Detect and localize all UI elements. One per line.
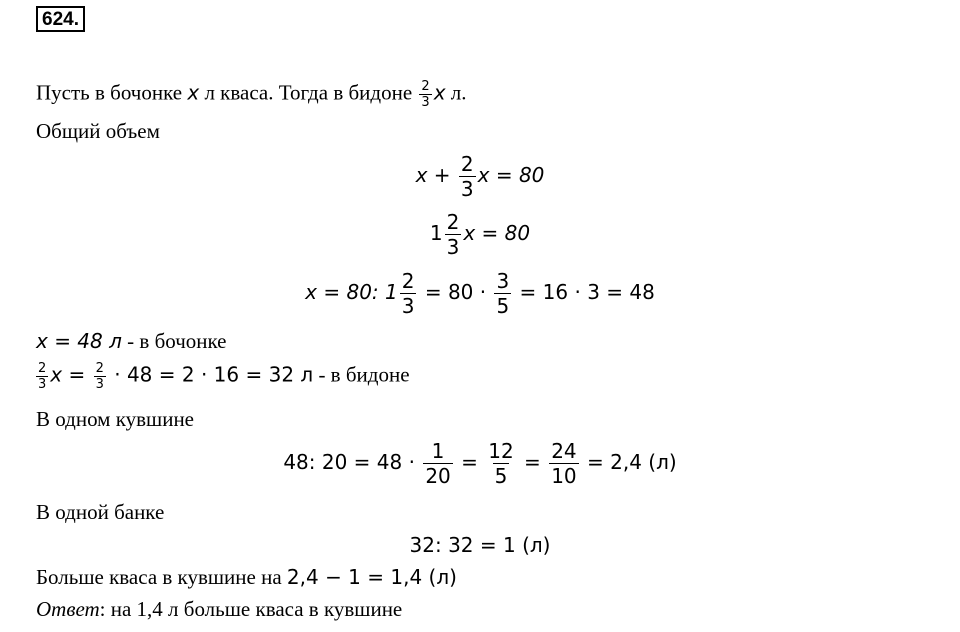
fraction-numerator: 3 <box>496 269 510 293</box>
eq3-part-a: x = 80: 1 <box>305 280 398 304</box>
eq3-part-b: = 80 · <box>418 280 493 304</box>
eq4-part-b: = <box>454 450 485 474</box>
fraction-denominator: 3 <box>460 177 474 201</box>
difference-math: 2,4 − 1 = 1,4 (л) <box>286 565 457 589</box>
fraction-numerator: 2 <box>460 152 474 176</box>
eq3-fraction-1 <box>400 271 417 316</box>
barrel-result-line <box>36 331 227 352</box>
difference-line <box>36 567 457 588</box>
difference-text: Больше кваса в кувшине на <box>36 565 287 589</box>
intro-text-c: л. <box>445 80 467 105</box>
fraction-numerator: 12 <box>488 439 514 463</box>
eq4-part-a: 48: 20 = 48 · <box>283 450 422 474</box>
equation-4 <box>0 441 960 486</box>
eq2-fraction <box>445 212 462 257</box>
fraction-denominator: 3 <box>401 294 415 318</box>
equation-3 <box>0 271 960 316</box>
intro-line <box>36 80 467 109</box>
problem-number: 624. <box>36 6 85 32</box>
barrel-result-text: - в бочонке <box>121 329 227 353</box>
intro-text-a: Пусть в бочонке <box>36 80 188 105</box>
intro-var: x <box>187 80 200 105</box>
eq4-fraction-3 <box>549 441 578 486</box>
intro-fraction <box>419 80 431 109</box>
fraction-denominator: 5 <box>496 294 510 318</box>
equation-5: 32: 32 = 1 (л) <box>409 533 551 557</box>
eq1-part-a: x + <box>415 163 457 187</box>
total-volume-label: Общий объем <box>36 119 160 143</box>
fraction-numerator: 2 <box>421 79 430 94</box>
answer-line <box>36 599 402 620</box>
eq1-part-b: x = 80 <box>477 163 545 187</box>
fraction-denominator: 20 <box>425 464 451 488</box>
barrel-result-math: x = 48 л <box>36 329 122 353</box>
eq4-fraction-2 <box>486 441 515 486</box>
eq2-part-a: 1 <box>429 221 443 245</box>
eq4-part-c: = <box>517 450 548 474</box>
can-result-part-b: · 48 = 2 · 16 = 32 л <box>107 362 314 387</box>
fraction-numerator: 24 <box>551 439 577 463</box>
answer-label: Ответ <box>36 597 100 621</box>
fraction-numerator: 2 <box>401 269 415 293</box>
eq3-part-c: = 16 · 3 = 48 <box>513 280 655 304</box>
fraction-denominator: 3 <box>446 235 460 259</box>
fraction-denominator: 3 <box>421 95 430 110</box>
fraction-denominator: 3 <box>38 377 47 392</box>
can-fraction-2 <box>94 362 106 391</box>
fraction-numerator: 2 <box>38 361 47 376</box>
fraction-numerator: 1 <box>431 439 445 463</box>
fraction-denominator: 5 <box>494 464 508 488</box>
answer-text: : на 1,4 л больше кваса в кувшине <box>99 597 403 621</box>
eq1-fraction <box>459 154 476 199</box>
jar-label: В одной банке <box>36 500 165 524</box>
can-result-part-a: x = <box>50 362 92 387</box>
eq2-part-b: x = 80 <box>463 221 531 245</box>
can-result-line <box>34 362 410 391</box>
fraction-denominator: 3 <box>95 377 104 392</box>
intro-var2: x <box>433 80 446 105</box>
fraction-numerator: 2 <box>95 361 104 376</box>
eq3-fraction-2 <box>494 271 511 316</box>
fraction-numerator: 2 <box>446 210 460 234</box>
jug-label: В одном кувшине <box>36 407 195 431</box>
intro-text-b: л кваса. Тогда в бидоне <box>199 80 418 105</box>
eq4-part-d: = 2,4 (л) <box>580 450 677 474</box>
equation-1 <box>0 154 960 199</box>
can-fraction-1 <box>36 362 48 391</box>
fraction-denominator: 10 <box>551 464 577 488</box>
equation-2 <box>0 212 960 257</box>
can-result-text: - в бидоне <box>313 362 410 387</box>
eq4-fraction-1 <box>423 441 452 486</box>
